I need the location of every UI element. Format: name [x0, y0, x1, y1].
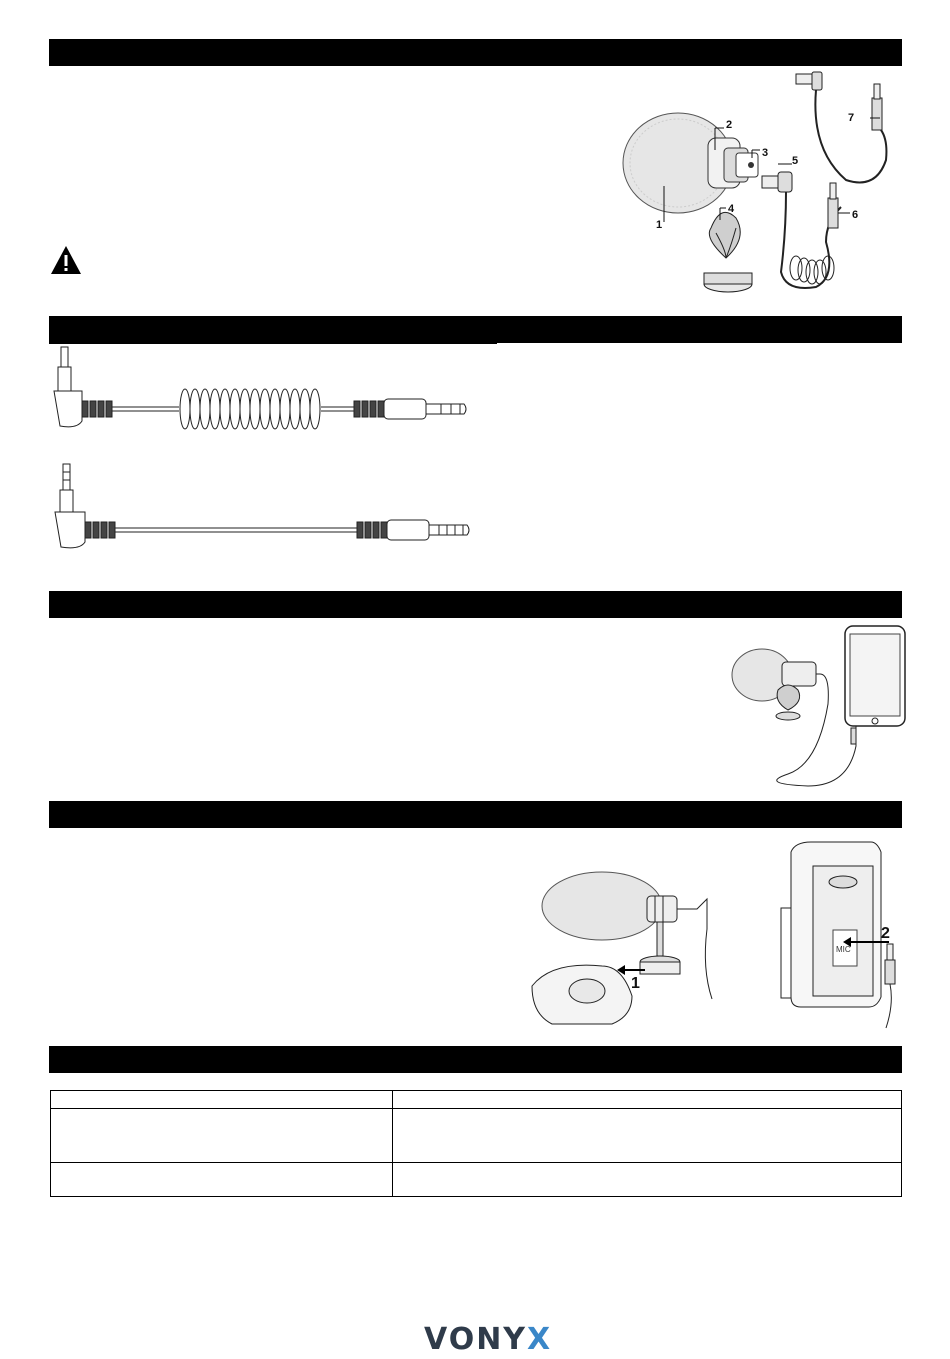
callout-1: 1: [656, 219, 663, 231]
warning-triangle-icon: [49, 244, 83, 276]
section-header-bar-4: [49, 801, 902, 828]
section-header-bar-2: [49, 316, 902, 343]
section-header-bar-5: [49, 1046, 902, 1073]
callout-6: 6: [852, 209, 859, 221]
callout-4: 4: [728, 203, 735, 215]
mic-jack-label: MIC: [836, 945, 851, 954]
section-header-bar-3: [49, 591, 902, 618]
specification-table: [50, 1090, 902, 1197]
logo-x-mark: X: [527, 1322, 553, 1357]
table-row: [51, 1109, 902, 1163]
callout-3: 3: [762, 147, 769, 159]
callout-2: 2: [726, 119, 733, 131]
table-cell: [393, 1163, 902, 1197]
vonyx-logo: [424, 1322, 552, 1357]
section-header-bar-1: [49, 39, 902, 66]
table-cell: [393, 1091, 902, 1109]
callout-5: 5: [792, 155, 799, 167]
table-cell: [393, 1109, 902, 1163]
camera-mic-jack-figure: [777, 838, 907, 1030]
callout-7: 7: [848, 112, 855, 124]
table-cell: [51, 1091, 393, 1109]
straight-cable-illustration: [49, 462, 499, 552]
logo-main-text: VONY: [424, 1322, 528, 1357]
table-row: [51, 1091, 902, 1109]
table-cell: [51, 1109, 393, 1163]
table-cell: [51, 1163, 393, 1197]
smartphone-connection-figure: [730, 620, 910, 790]
mount-step-2: 2: [881, 925, 890, 942]
table-row: [51, 1163, 902, 1197]
coiled-cable-illustration: [49, 343, 499, 433]
camera-mount-figure: [527, 866, 737, 1031]
mount-step-1: 1: [631, 975, 640, 992]
product-parts-figure: [616, 68, 906, 313]
